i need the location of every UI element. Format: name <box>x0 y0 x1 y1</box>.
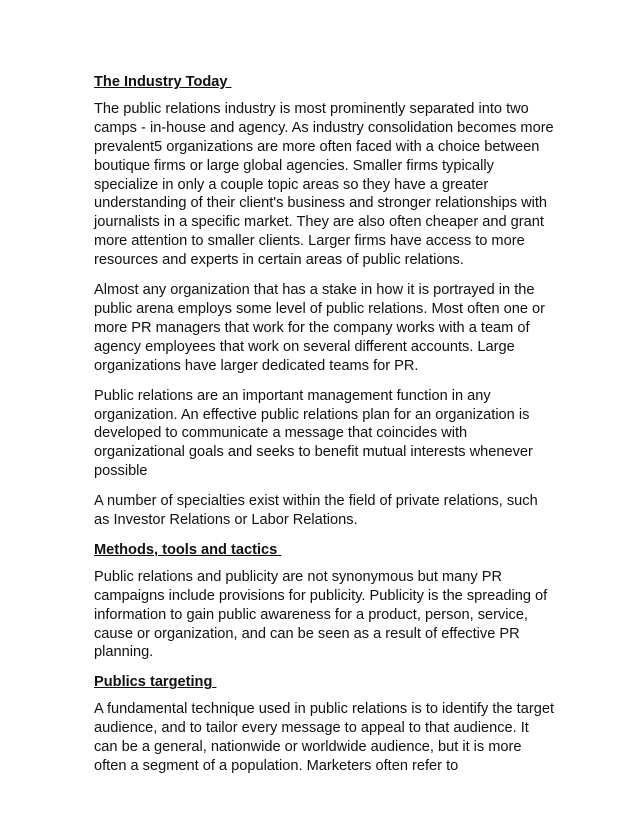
paragraph: Almost any organization that has a stake in how it is portrayed in the public arena employs some level of public relations. Most often one or more PR managers that work for the company works with a team of agency employees that work on several different accounts. Large organizations have larger dedicated teams for PR. <box>94 282 546 374</box>
section-methods-tools-tactics <box>94 541 554 662</box>
document-page <box>94 73 554 787</box>
section-heading: The Industry Today <box>94 74 232 90</box>
paragraph: The public relations industry is most prominently separated into two camps - in-house and agency. As industry consolidation becomes more prevalent5 organizations are more often faced with a choice between boutique firms or large global agencies. Smaller firms typically specialize in only a couple topic areas so they have a greater understanding of their client's business and stronger relationships with journalists in a specific market. They are also often cheaper and grant more attention to smaller clients. Larger firms have access to more resources and experts in certain areas of public relations. <box>94 100 554 269</box>
section-industry-today <box>94 73 554 530</box>
section-publics-targeting <box>94 673 554 776</box>
section-heading: Methods, tools and tactics <box>94 541 282 558</box>
paragraph: Public relations are an important management function in any organization. An effective public relations plan for an organization is developed to communicate a message that coincides with organizational goals and seeks to benefit mutual interests whenever possible <box>94 387 533 480</box>
paragraph: A number of specialties exist within the field of private relations, such as Investor Relations or Labor Relations. <box>94 493 538 529</box>
section-heading: Publics targeting <box>94 674 217 691</box>
paragraph: A fundamental technique used in public relations is to identify the target audience, and to tailor every message to appeal to that audience. It can be a general, nationwide or worldwide audience, but it is more often a segment of a population. Marketers often refer to <box>94 701 554 774</box>
paragraph: Public relations and publicity are not synonymous but many PR campaigns include provisions for publicity. Publicity is the spreading of information to gain public awareness for a product, person, service, cause or organization, and can be seen as a result of effective PR planning. <box>94 568 548 661</box>
